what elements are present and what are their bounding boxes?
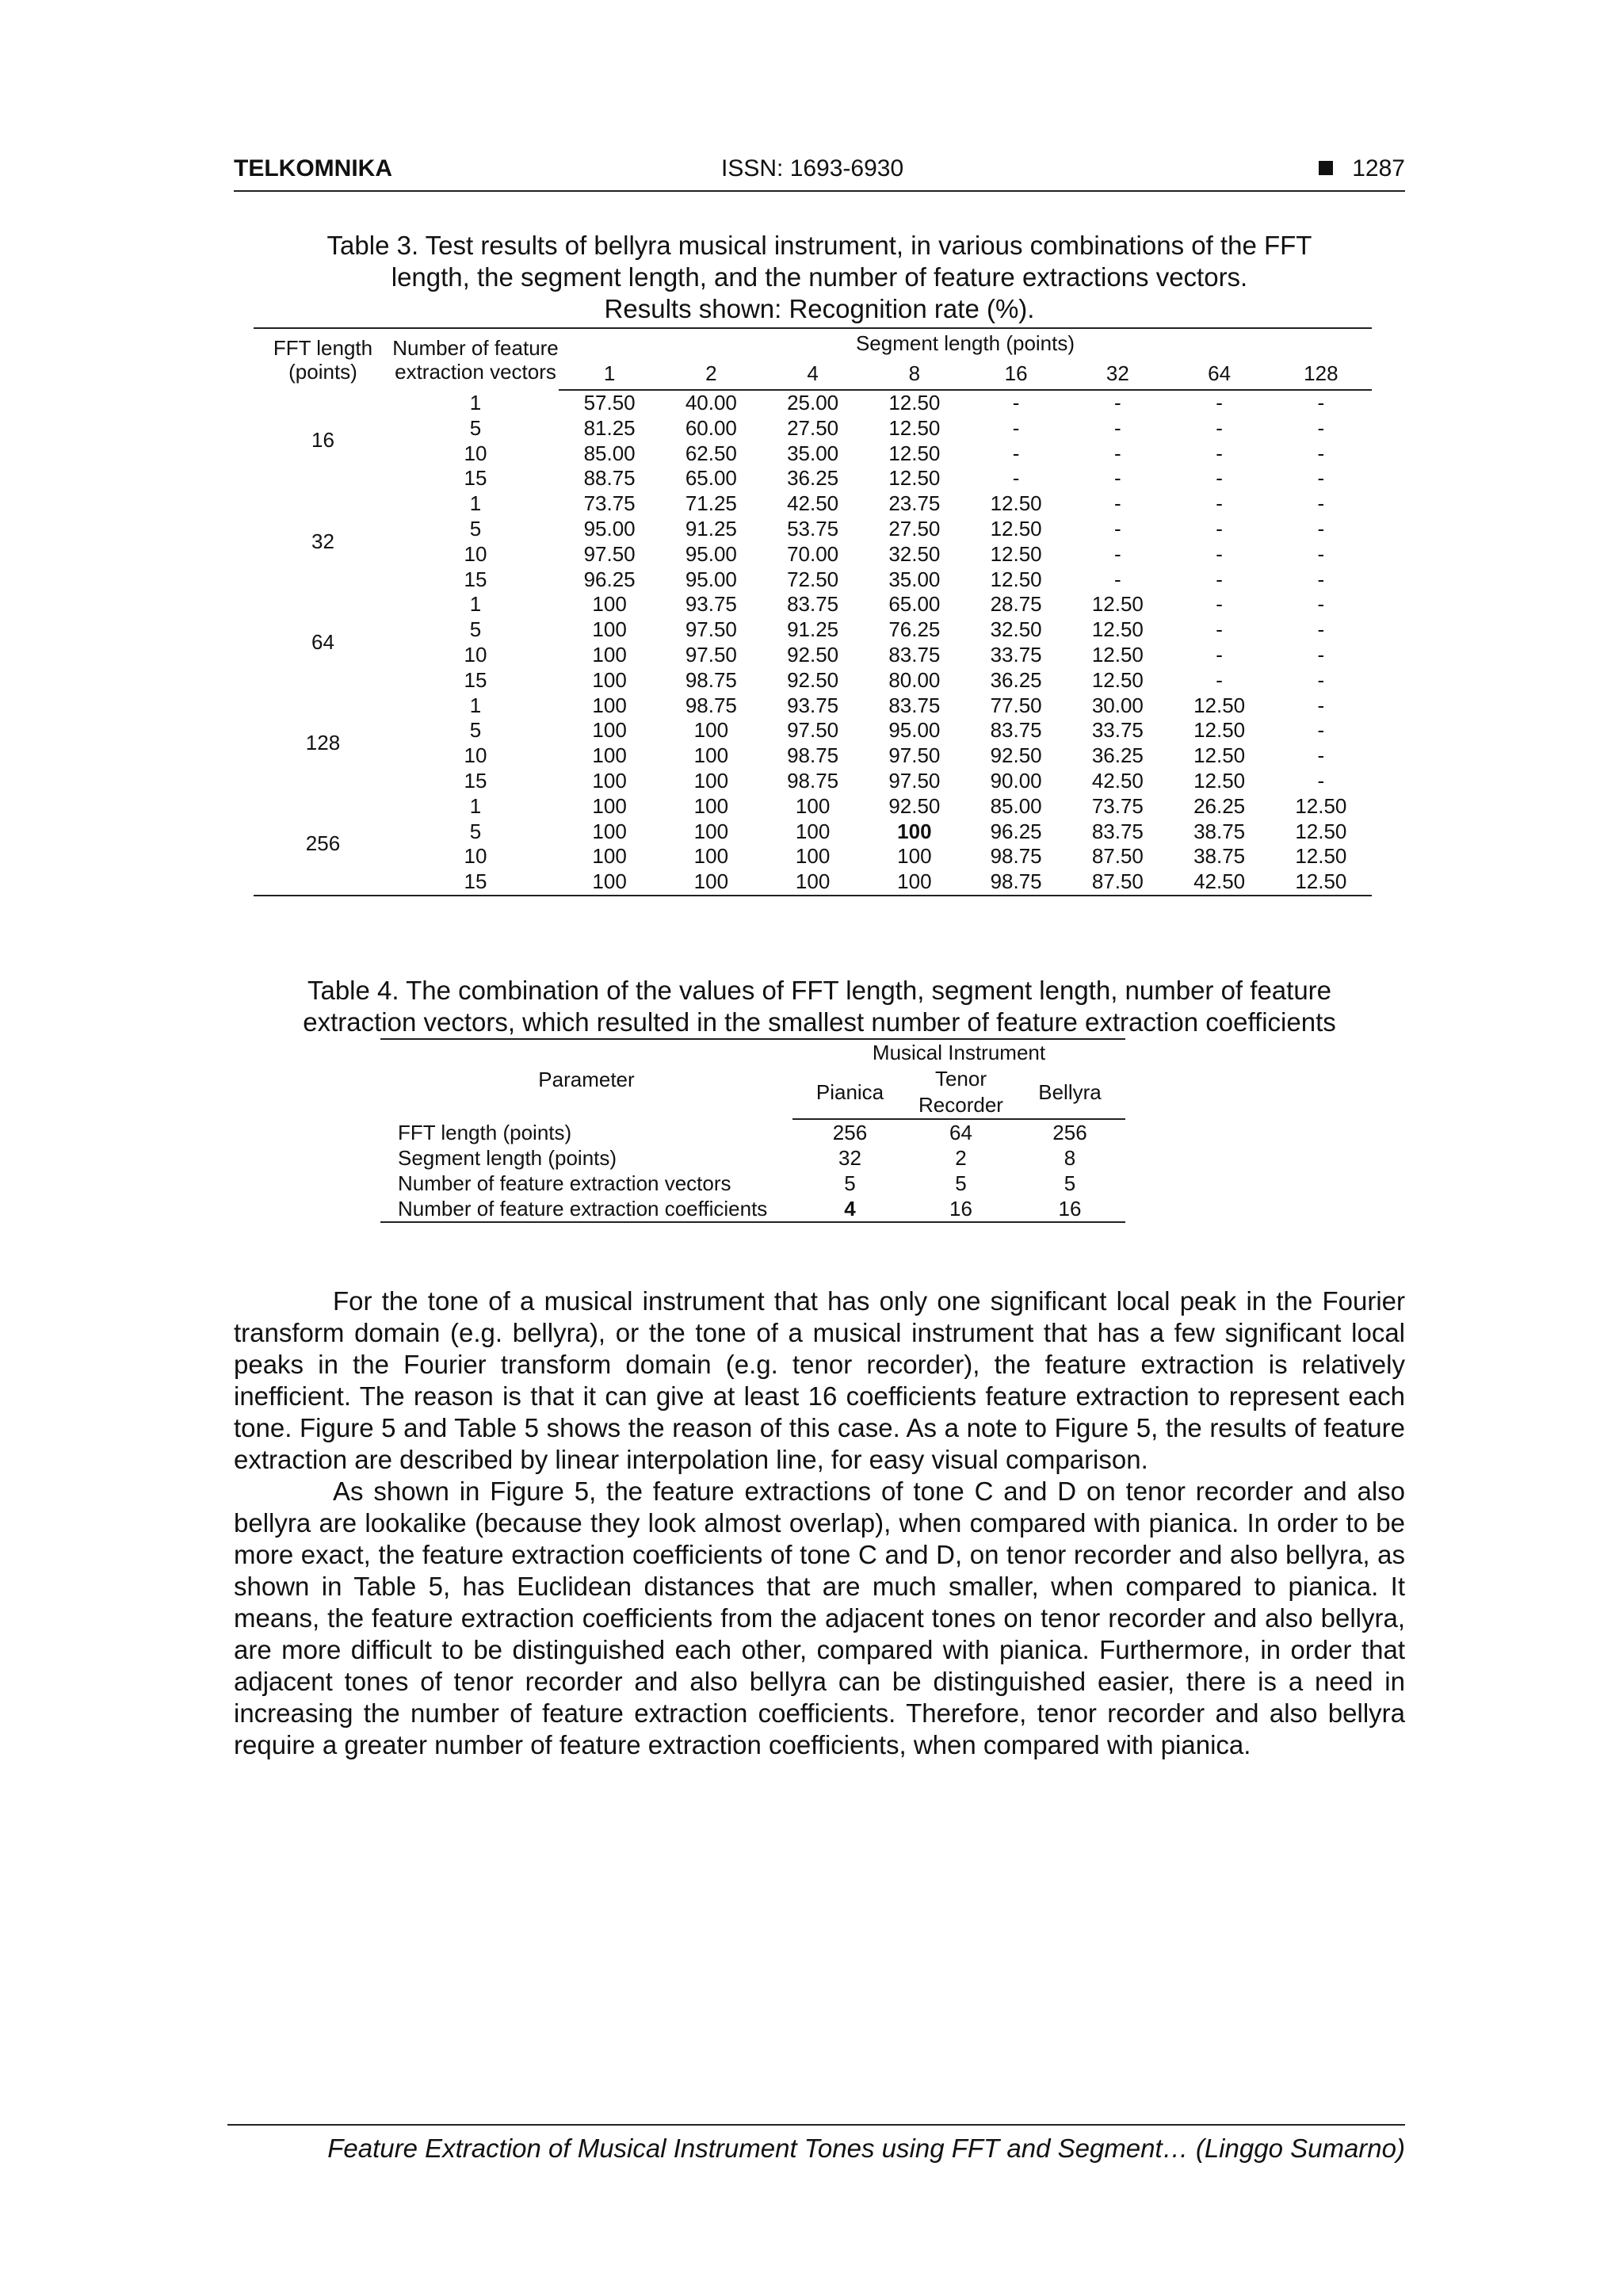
rate-cell: 91.25 bbox=[685, 516, 737, 541]
table3-caption-line1: Table 3. Test results of bellyra musical instrument, in various combinations of the FFT bbox=[327, 231, 1312, 260]
rate-cell: 83.75 bbox=[888, 642, 941, 667]
rate-cell: - bbox=[1216, 617, 1223, 642]
fft-length-cell: 32 bbox=[311, 529, 334, 553]
table-row bbox=[254, 743, 1372, 769]
table-row bbox=[254, 869, 1372, 896]
rate-cell: - bbox=[1317, 441, 1325, 465]
rate-cell: 57.50 bbox=[583, 391, 636, 415]
rate-cell: - bbox=[1317, 491, 1325, 516]
rate-cell: 97.50 bbox=[583, 541, 636, 566]
rate-cell: 72.50 bbox=[787, 567, 839, 591]
rate-cell: 87.50 bbox=[1091, 844, 1144, 869]
rate-cell: - bbox=[1317, 541, 1325, 566]
table4-caption-line1: Table 4. The combination of the values of FFT length, segment length, number of feature bbox=[307, 976, 1332, 1005]
table4-caption-line2: extraction vectors, which resulted in the smallest number of feature extraction coefficients bbox=[303, 1007, 1336, 1037]
rate-cell: - bbox=[1317, 693, 1325, 717]
vectors-cell: 10 bbox=[464, 541, 487, 566]
vectors-cell: 15 bbox=[464, 667, 487, 692]
rate-cell: - bbox=[1114, 466, 1121, 491]
rate-cell: - bbox=[1317, 466, 1325, 491]
rate-cell: 12.50 bbox=[888, 466, 941, 491]
table4-header-row1 bbox=[380, 1039, 1125, 1066]
table-row bbox=[254, 416, 1372, 441]
value-cell: 5 bbox=[844, 1171, 856, 1195]
rate-cell: 12.50 bbox=[1295, 819, 1347, 843]
rate-cell: - bbox=[1317, 391, 1325, 415]
rate-cell: 83.75 bbox=[888, 693, 941, 717]
parameter-cell: Number of feature extraction vectors bbox=[398, 1171, 731, 1195]
rate-cell: 100 bbox=[592, 844, 627, 869]
rate-cell: - bbox=[1216, 592, 1223, 617]
rate-cell: - bbox=[1012, 441, 1020, 465]
table-row bbox=[254, 542, 1372, 567]
rate-cell: 12.50 bbox=[888, 415, 941, 440]
table3-header-row1 bbox=[254, 328, 1372, 357]
rate-cell: 40.00 bbox=[685, 391, 737, 415]
table3-caption-line3: Results shown: Recognition rate (%). bbox=[604, 294, 1035, 323]
rate-cell: 12.50 bbox=[1295, 869, 1347, 894]
rate-cell: 100 bbox=[592, 592, 627, 617]
vectors-cell: 5 bbox=[469, 516, 482, 541]
vectors-cell: 10 bbox=[464, 743, 487, 768]
table4-col-parameter: Parameter bbox=[538, 1067, 635, 1091]
rate-cell: 83.75 bbox=[787, 592, 839, 617]
rate-cell: - bbox=[1216, 516, 1223, 541]
issn: ISSN: 1693-6930 bbox=[721, 155, 904, 181]
rate-cell: 100 bbox=[592, 718, 627, 743]
rate-cell: 53.75 bbox=[787, 516, 839, 541]
rate-cell: 100 bbox=[897, 844, 932, 869]
rate-cell: 96.25 bbox=[583, 567, 636, 591]
rate-cell: 100 bbox=[693, 869, 729, 894]
rate-cell: 90.00 bbox=[990, 768, 1042, 793]
rate-cell: 28.75 bbox=[990, 592, 1042, 617]
rate-cell: - bbox=[1317, 743, 1325, 768]
table3-segment-header: 2 bbox=[660, 357, 762, 390]
rate-cell: 100 bbox=[592, 693, 627, 717]
parameter-cell: Number of feature extraction coefficients bbox=[398, 1197, 768, 1221]
value-cell: 32 bbox=[838, 1146, 861, 1170]
rate-cell: 95.00 bbox=[685, 567, 737, 591]
rate-cell: 77.50 bbox=[990, 693, 1042, 717]
parameter-cell: Segment length (points) bbox=[398, 1146, 617, 1170]
vectors-cell: 15 bbox=[464, 466, 487, 491]
rate-cell: 12.50 bbox=[1091, 642, 1144, 667]
fft-length-cell: 64 bbox=[311, 630, 334, 655]
rate-cell: - bbox=[1216, 391, 1223, 415]
rate-cell: 91.25 bbox=[787, 617, 839, 642]
rate-cell: 33.75 bbox=[1091, 718, 1144, 743]
paragraph-1: For the tone of a musical instrument that has only one significant local peak in the Fourier transform domain (e.g. bellyra), or the tone of a musical instrument that has a few significant local peaks in the Fourier transform domain (e.g. tenor recorder), the feature extraction is relatively inefficient. The reason is that it can give at least 16 coefficients feature extraction to represent each tone. Figure 5 and Table 5 shows the reason of this case. As a note to Figure 5, the results of feature extraction are described by linear interpolation line, for easy visual comparison. bbox=[234, 1286, 1405, 1474]
rate-cell: 73.75 bbox=[583, 491, 636, 516]
vectors-cell: 5 bbox=[469, 718, 482, 743]
parameter-cell: FFT length (points) bbox=[398, 1120, 572, 1144]
vectors-cell: 1 bbox=[469, 693, 482, 717]
rate-cell: 81.25 bbox=[583, 415, 636, 440]
rate-cell: 27.50 bbox=[787, 415, 839, 440]
table-row bbox=[380, 1196, 1125, 1222]
rate-cell: 100 bbox=[592, 819, 627, 843]
table4-body bbox=[380, 1119, 1125, 1222]
rate-cell: - bbox=[1216, 667, 1223, 692]
rate-cell: - bbox=[1317, 415, 1325, 440]
rate-cell: - bbox=[1317, 567, 1325, 591]
rate-cell: 71.25 bbox=[685, 491, 737, 516]
rate-cell: 12.50 bbox=[1295, 793, 1347, 818]
rate-cell: 12.50 bbox=[1193, 743, 1246, 768]
rate-cell: 98.75 bbox=[685, 693, 737, 717]
table3-segment-header: 128 bbox=[1270, 357, 1372, 390]
vectors-cell: 15 bbox=[464, 869, 487, 894]
rate-cell: - bbox=[1216, 466, 1223, 491]
rate-cell: 92.50 bbox=[787, 667, 839, 692]
rate-cell: - bbox=[1317, 516, 1325, 541]
rate-cell: 12.50 bbox=[990, 541, 1042, 566]
rate-cell: 100 bbox=[592, 793, 627, 818]
rate-cell: 98.75 bbox=[990, 844, 1042, 869]
vectors-cell: 1 bbox=[469, 793, 482, 818]
rate-cell: 93.75 bbox=[685, 592, 737, 617]
rate-cell: - bbox=[1114, 541, 1121, 566]
rate-cell: 25.00 bbox=[787, 391, 839, 415]
rate-cell: - bbox=[1216, 541, 1223, 566]
rate-cell: 73.75 bbox=[1091, 793, 1144, 818]
table3-segment-header: 8 bbox=[864, 357, 965, 390]
table3-segment-header: 4 bbox=[762, 357, 864, 390]
rate-cell: - bbox=[1317, 642, 1325, 667]
running-header bbox=[234, 155, 1405, 192]
rate-cell: 12.50 bbox=[1295, 844, 1347, 869]
table3-caption bbox=[234, 230, 1405, 325]
rate-cell: 96.25 bbox=[990, 819, 1042, 843]
rate-cell: 42.50 bbox=[1091, 768, 1144, 793]
rate-cell: - bbox=[1317, 617, 1325, 642]
value-cell: 5 bbox=[1064, 1171, 1076, 1195]
table-row bbox=[254, 643, 1372, 668]
rate-cell: 87.50 bbox=[1091, 869, 1144, 894]
vectors-cell: 5 bbox=[469, 415, 482, 440]
vectors-cell: 1 bbox=[469, 390, 482, 415]
table-row bbox=[254, 668, 1372, 693]
rate-cell: 100 bbox=[592, 768, 627, 793]
rate-cell: 12.50 bbox=[1193, 768, 1246, 793]
value-cell: 16 bbox=[1058, 1197, 1082, 1221]
rate-cell: 80.00 bbox=[888, 667, 941, 692]
tenor-recorder-label: Tenor Recorder bbox=[918, 1067, 1003, 1117]
fft-length-cell: 16 bbox=[311, 428, 334, 453]
table3-segment-header: 16 bbox=[965, 357, 1067, 390]
rate-cell: 32.50 bbox=[888, 541, 941, 566]
rate-cell: 12.50 bbox=[1193, 693, 1246, 717]
square-bullet-icon bbox=[1319, 161, 1333, 175]
rate-cell: 12.50 bbox=[1193, 718, 1246, 743]
table4-col-instrument: Musical Instrument bbox=[872, 1041, 1046, 1064]
value-cell: 16 bbox=[949, 1197, 972, 1221]
table3-segment-header: 64 bbox=[1169, 357, 1270, 390]
table-row bbox=[380, 1119, 1125, 1145]
running-footer: Feature Extraction of Musical Instrument Tones using FFT and Segment… (Linggo Sumarno) bbox=[227, 2124, 1405, 2164]
table-row bbox=[254, 390, 1372, 416]
rate-cell: 93.75 bbox=[787, 693, 839, 717]
rate-cell: 100 bbox=[897, 819, 932, 843]
rate-cell: 100 bbox=[693, 743, 729, 768]
table3-caption-line2: length, the segment length, and the number of feature extractions vectors. bbox=[391, 262, 1248, 292]
value-cell: 256 bbox=[832, 1121, 868, 1144]
rate-cell: 100 bbox=[795, 844, 831, 869]
rate-cell: - bbox=[1317, 768, 1325, 793]
rate-cell: 36.25 bbox=[990, 667, 1042, 692]
vectors-cell: 15 bbox=[464, 768, 487, 793]
page-number-block bbox=[1319, 155, 1405, 182]
rate-cell: 100 bbox=[693, 819, 729, 843]
rate-cell: 100 bbox=[897, 869, 932, 894]
value-cell: 8 bbox=[1064, 1146, 1076, 1170]
rate-cell: 92.50 bbox=[787, 642, 839, 667]
rate-cell: 12.50 bbox=[888, 441, 941, 465]
rate-cell: 88.75 bbox=[583, 466, 636, 491]
rate-cell: 36.25 bbox=[787, 466, 839, 491]
paragraph-2: As shown in Figure 5, the feature extractions of tone C and D on tenor recorder and also bellyra are lookalike (because they look almost overlap), when compared with pianica. In order to be more exact, the feature extraction coefficients of tone C and D, on tenor recorder and also bellyra, as shown in Table 5, has Euclidean distances that are much smaller, when compared to pianica. It means, the feature extraction coefficients from the adjacent tones on tenor recorder and also bellyra, are more difficult to be distinguished each other, compared with pianica. Furthermore, in order that adjacent tones of tenor recorder and also bellyra can be distinguished easier, there is a need in increasing the number of feature extraction coefficients. Therefore, tenor recorder and also bellyra require a greater number of feature extraction coefficients, when compared with pianica. bbox=[234, 1477, 1405, 1759]
rate-cell: 30.00 bbox=[1091, 693, 1144, 717]
table-row bbox=[254, 769, 1372, 794]
rate-cell: 98.75 bbox=[990, 869, 1042, 894]
table-row bbox=[254, 819, 1372, 845]
rate-cell: 83.75 bbox=[990, 718, 1042, 743]
journal-name: TELKOMNIKA bbox=[234, 155, 392, 181]
rate-cell: 95.00 bbox=[583, 516, 636, 541]
rate-cell: - bbox=[1012, 466, 1020, 491]
rate-cell: 100 bbox=[592, 617, 627, 642]
rate-cell: 85.00 bbox=[583, 441, 636, 465]
rate-cell: 76.25 bbox=[888, 617, 941, 642]
rate-cell: 12.50 bbox=[1091, 667, 1144, 692]
rate-cell: 35.00 bbox=[888, 567, 941, 591]
rate-cell: 98.75 bbox=[787, 743, 839, 768]
rate-cell: 12.50 bbox=[1091, 592, 1144, 617]
table3-body bbox=[254, 390, 1372, 896]
vectors-cell: 5 bbox=[469, 819, 482, 843]
rate-cell: 92.50 bbox=[888, 793, 941, 818]
rate-cell: 100 bbox=[592, 642, 627, 667]
rate-cell: - bbox=[1216, 567, 1223, 591]
page-number: 1287 bbox=[1352, 155, 1405, 181]
rate-cell: 83.75 bbox=[1091, 819, 1144, 843]
rate-cell: 100 bbox=[693, 718, 729, 743]
rate-cell: 100 bbox=[592, 869, 627, 894]
rate-cell: 100 bbox=[693, 793, 729, 818]
rate-cell: - bbox=[1216, 642, 1223, 667]
rate-cell: 62.50 bbox=[685, 441, 737, 465]
rate-cell: 65.00 bbox=[888, 592, 941, 617]
table4-caption bbox=[234, 975, 1405, 1038]
rate-cell: 12.50 bbox=[990, 516, 1042, 541]
table-row bbox=[254, 592, 1372, 617]
rate-cell: - bbox=[1114, 516, 1121, 541]
rate-cell: 26.25 bbox=[1193, 793, 1246, 818]
rate-cell: - bbox=[1114, 415, 1121, 440]
table4-col-pianica: Pianica bbox=[815, 1079, 884, 1104]
rate-cell: 27.50 bbox=[888, 516, 941, 541]
fft-length-cell: 256 bbox=[305, 831, 341, 856]
rate-cell: 95.00 bbox=[685, 541, 737, 566]
rate-cell: - bbox=[1216, 415, 1223, 440]
table-row bbox=[254, 844, 1372, 869]
table-row bbox=[254, 718, 1372, 743]
table-row bbox=[254, 517, 1372, 542]
value-cell: 5 bbox=[955, 1171, 967, 1195]
rate-cell: 97.50 bbox=[685, 642, 737, 667]
rate-cell: 97.50 bbox=[787, 718, 839, 743]
rate-cell: 97.50 bbox=[888, 743, 941, 768]
table3-col-fft: FFT length (points) bbox=[273, 335, 373, 384]
table3-segment-header: 1 bbox=[559, 357, 660, 390]
rate-cell: 95.00 bbox=[888, 718, 941, 743]
vectors-cell: 1 bbox=[469, 491, 482, 516]
table3 bbox=[254, 327, 1372, 896]
table-row bbox=[254, 794, 1372, 819]
rate-cell: 35.00 bbox=[787, 441, 839, 465]
table4-col-tenor-recorder bbox=[907, 1066, 1014, 1118]
rate-cell: 100 bbox=[795, 793, 831, 818]
table-row bbox=[254, 617, 1372, 643]
rate-cell: 100 bbox=[592, 743, 627, 768]
value-cell: 64 bbox=[949, 1121, 972, 1144]
rate-cell: 100 bbox=[693, 768, 729, 793]
rate-cell: 98.75 bbox=[685, 667, 737, 692]
rate-cell: 70.00 bbox=[787, 541, 839, 566]
fft-length-cell: 128 bbox=[305, 731, 341, 755]
rate-cell: 100 bbox=[795, 869, 831, 894]
rate-cell: 12.50 bbox=[990, 567, 1042, 591]
rate-cell: 36.25 bbox=[1091, 743, 1144, 768]
rate-cell: 12.50 bbox=[888, 391, 941, 415]
value-cell: 256 bbox=[1052, 1121, 1087, 1144]
rate-cell: - bbox=[1012, 415, 1020, 440]
vectors-cell: 10 bbox=[464, 642, 487, 667]
rate-cell: 23.75 bbox=[888, 491, 941, 516]
table-row bbox=[254, 466, 1372, 491]
rate-cell: 97.50 bbox=[685, 617, 737, 642]
rate-cell: 42.50 bbox=[787, 491, 839, 516]
rate-cell: 100 bbox=[592, 667, 627, 692]
rate-cell: - bbox=[1114, 391, 1121, 415]
rate-cell: 100 bbox=[795, 819, 831, 843]
rate-cell: 60.00 bbox=[685, 415, 737, 440]
rate-cell: 12.50 bbox=[990, 491, 1042, 516]
rate-cell: 12.50 bbox=[1091, 617, 1144, 642]
rate-cell: 92.50 bbox=[990, 743, 1042, 768]
rate-cell: 85.00 bbox=[990, 793, 1042, 818]
rate-cell: 42.50 bbox=[1193, 869, 1246, 894]
rate-cell: - bbox=[1114, 441, 1121, 465]
table-row bbox=[254, 491, 1372, 517]
table-row bbox=[380, 1145, 1125, 1171]
rate-cell: - bbox=[1216, 491, 1223, 516]
rate-cell: 38.75 bbox=[1193, 819, 1246, 843]
rate-cell: 38.75 bbox=[1193, 844, 1246, 869]
rate-cell: - bbox=[1114, 567, 1121, 591]
rate-cell: - bbox=[1317, 667, 1325, 692]
table3-col-segment: Segment length (points) bbox=[855, 331, 1075, 355]
vectors-cell: 15 bbox=[464, 567, 487, 591]
rate-cell: - bbox=[1317, 592, 1325, 617]
vectors-cell: 5 bbox=[469, 617, 482, 642]
body-text bbox=[234, 1286, 1405, 1761]
rate-cell: 100 bbox=[693, 844, 729, 869]
rate-cell: 98.75 bbox=[787, 768, 839, 793]
vectors-cell: 10 bbox=[464, 844, 487, 869]
table-row bbox=[254, 441, 1372, 467]
table4 bbox=[380, 1038, 1125, 1223]
value-cell: 4 bbox=[844, 1197, 856, 1221]
vectors-cell: 10 bbox=[464, 441, 487, 465]
table3-segment-header: 32 bbox=[1067, 357, 1168, 390]
rate-cell: - bbox=[1317, 718, 1325, 743]
rate-cell: - bbox=[1216, 441, 1223, 465]
rate-cell: - bbox=[1012, 391, 1020, 415]
rate-cell: 32.50 bbox=[990, 617, 1042, 642]
rate-cell: 33.75 bbox=[990, 642, 1042, 667]
rate-cell: 97.50 bbox=[888, 768, 941, 793]
table-row bbox=[254, 567, 1372, 593]
rate-cell: - bbox=[1114, 491, 1121, 516]
table-row bbox=[380, 1171, 1125, 1196]
rate-cell: 65.00 bbox=[685, 466, 737, 491]
table4-col-bellyra: Bellyra bbox=[1038, 1079, 1102, 1104]
vectors-cell: 1 bbox=[469, 592, 482, 617]
table3-col-vectors: Number of feature extraction vectors bbox=[392, 335, 559, 384]
table-row bbox=[254, 693, 1372, 719]
value-cell: 2 bbox=[955, 1146, 967, 1170]
